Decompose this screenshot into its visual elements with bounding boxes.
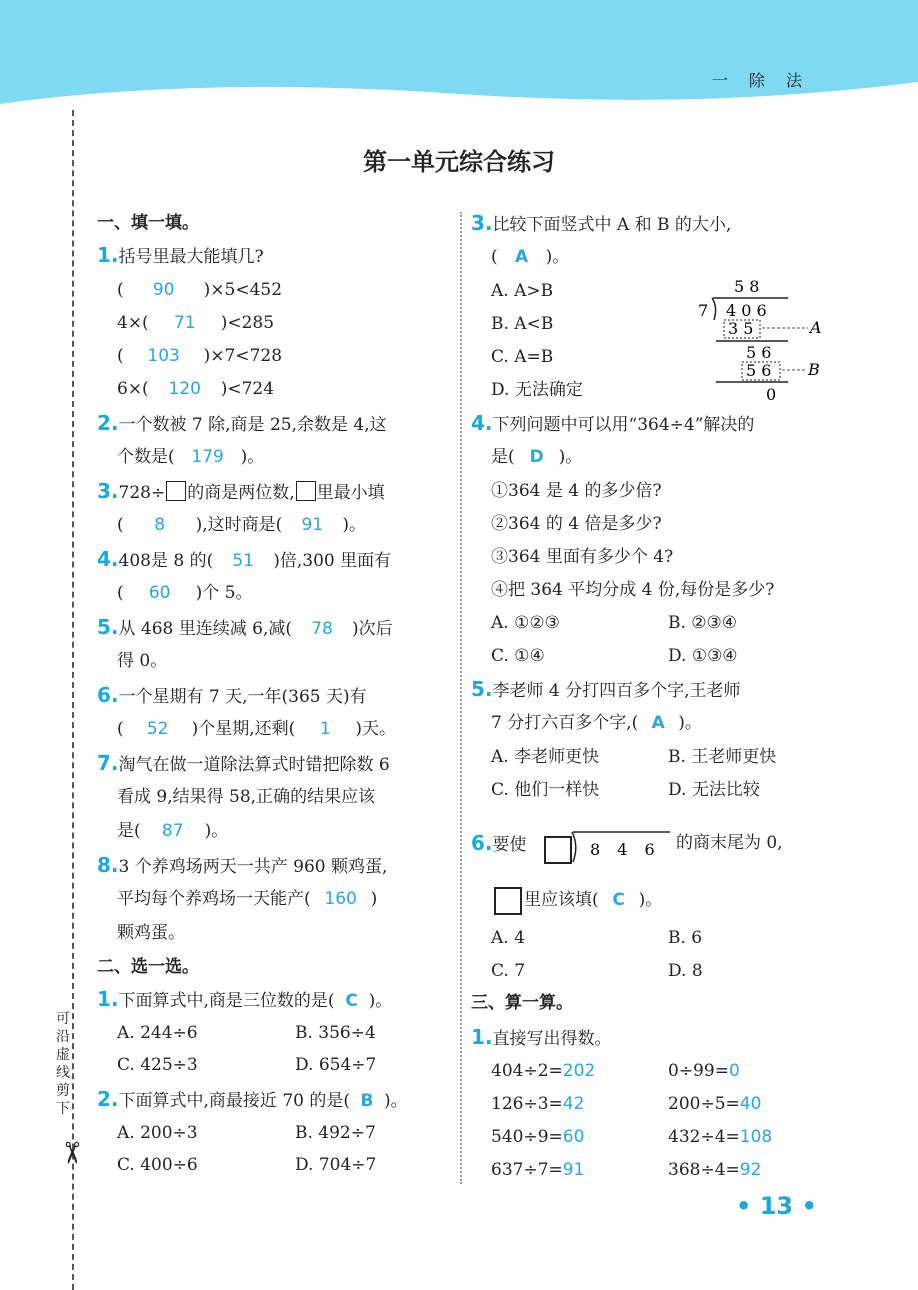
r-q6-option-b: B. 6 (668, 928, 703, 948)
r-q6-option-a: A. 4 (491, 928, 525, 948)
r-q3-line-2: ( A )。 (491, 247, 570, 267)
choice1-option-c: C. 425÷3 (117, 1055, 198, 1075)
r-q6-line-2: 里应该填( C )。 (524, 890, 663, 910)
q4-line-2: ( 60 )个 5。 (117, 583, 253, 603)
calc-item: 200÷5=40 (668, 1094, 762, 1114)
r-q5-line-1: 5.李老师 4 分打四百多个字,王老师 (471, 677, 741, 701)
r-q4-item-3: ③364 里面有多少个 4? (491, 547, 674, 567)
calc-item: 404÷2=202 (491, 1061, 596, 1081)
q2-number: 2. (97, 411, 119, 435)
choice2-option-d: D. 704÷7 (295, 1155, 377, 1175)
q5-number: 5. (97, 615, 119, 639)
r-q4-option-a: A. ①②③ (491, 613, 560, 633)
blank-box (544, 836, 572, 864)
q1-answer-3: 103 (147, 346, 180, 366)
calc-item: 637÷7=91 (491, 1160, 585, 1180)
q5-answer: 78 (311, 619, 333, 639)
choice2-number: 2. (97, 1087, 119, 1111)
calc-answer: 0 (728, 1061, 740, 1081)
section-calc: 三、算一算。 (471, 993, 573, 1013)
calc-item: 126÷3=42 (491, 1094, 585, 1114)
q7-line-3: 是( 87 )。 (117, 821, 229, 841)
r-q4-line-1: 4.下列问题中可以用“364÷4”解决的 (471, 411, 755, 435)
q1-row-1: ( 90 )×5<452 (117, 280, 283, 300)
q3-answer-2: 91 (301, 515, 324, 535)
calc-answer: 202 (562, 1061, 596, 1081)
q4-number: 4. (97, 547, 119, 571)
q8-line-2: 平均每个养鸡场一天能产( 160 ) (117, 889, 378, 909)
q1-answer-1: 90 (152, 280, 175, 300)
blank-box (494, 887, 522, 915)
r-q3-option-b: B. A<B (491, 314, 554, 334)
r-q4-line-2: 是( D )。 (491, 447, 583, 467)
page-title: 第一单元综合练习 (363, 148, 555, 176)
q8-answer: 160 (324, 889, 357, 909)
calc-item: 432÷4=108 (668, 1127, 773, 1147)
r-q5-number: 5. (471, 677, 493, 701)
q7-line-1: 7.淘气在做一道除法算式时错把除数 6 (97, 751, 390, 775)
blank-box (296, 481, 316, 501)
r-q4-item-1: ①364 是 4 的多少倍? (491, 481, 662, 501)
column-divider (460, 212, 462, 1184)
scissors-icon: ✂ (53, 1140, 89, 1166)
q6-number: 6. (97, 683, 119, 707)
r-q5-option-d: D. 无法比较 (668, 780, 760, 800)
blank-box (166, 481, 186, 501)
q1-answer-4: 120 (168, 379, 201, 399)
r-q5-option-a: A. 李老师更快 (491, 747, 600, 767)
q6-line-1: 6.一个星期有 7 天,一年(365 天)有 (97, 683, 367, 707)
choice2-option-b: B. 492÷7 (295, 1123, 376, 1143)
r-q4-item-2: ②364 的 4 倍是多少? (491, 514, 662, 534)
q6-line-2: ( 52 )个星期,还剩( 1 )天。 (117, 719, 396, 739)
r-q6-option-d: D. 8 (668, 961, 703, 981)
division-row-3: 5 6 (746, 361, 772, 380)
r-q3-answer: A (515, 247, 529, 267)
r-q3-number: 3. (471, 211, 493, 235)
q2-line-2: 个数是( 179 )。 (117, 447, 265, 467)
r-q5-line-2: 7 分打六百多个字,( A )。 (491, 713, 702, 733)
r-q4-number: 4. (471, 411, 493, 435)
q8-number: 8. (97, 853, 119, 877)
q4-answer-2: 60 (148, 583, 171, 603)
cut-hint: 可沿虚线剪下 (56, 1011, 70, 1117)
q2-answer: 179 (191, 447, 224, 467)
q6-answer-2: 1 (319, 719, 331, 739)
label-b: B (808, 360, 820, 379)
q7-line-2: 看成 9,结果得 58,正确的结果应该 (117, 787, 376, 807)
q2-line-1: 2.一个数被 7 除,商是 25,余数是 4,这 (97, 411, 387, 435)
r-q5-option-b: B. 王老师更快 (668, 747, 777, 767)
q8-line-1: 8.3 个养鸡场两天一共产 960 颗鸡蛋, (97, 853, 388, 877)
q4-answer-1: 51 (232, 551, 255, 571)
r-q3-option-d: D. 无法确定 (491, 380, 583, 400)
choice2-answer: B (360, 1091, 374, 1111)
r-q3-option-a: A. A>B (491, 281, 554, 301)
q8-line-3: 颗鸡蛋。 (117, 923, 185, 943)
r-q5-option-c: C. 他们一样快 (491, 780, 600, 800)
q1-row-2: 4×( 71 )<285 (117, 313, 275, 333)
q5-line-2: 得 0。 (117, 651, 168, 671)
r-q4-option-c: C. ①④ (491, 646, 545, 666)
q1-text: 括号里最大能填几? (118, 247, 264, 267)
choice1-option-a: A. 244÷6 (117, 1023, 198, 1043)
choice1-number: 1. (97, 987, 119, 1011)
division-quotient: 5 8 (734, 277, 760, 296)
r-q4-option-d: D. ①③④ (668, 646, 738, 666)
r-q6-answer: C (612, 890, 625, 910)
section-choose: 二、选一选。 (97, 957, 199, 977)
choice1-stem: 1.下面算式中,商是三位数的是( C )。 (97, 987, 393, 1011)
calc-item: 368÷4=92 (668, 1160, 762, 1180)
calc-answer: 60 (562, 1127, 585, 1147)
calc1-stem: 1.直接写出得数。 (471, 1025, 612, 1049)
division-dividend: 4 0 6 (726, 301, 767, 320)
long-division-diagram (690, 276, 830, 404)
calc-answer: 42 (562, 1094, 585, 1114)
r-q6-line-1: 6.要使 (471, 831, 527, 855)
r-q6-number: 6. (471, 831, 493, 855)
q4-line-1: 4.408是 8 的( 51 )倍,300 里面有 (97, 547, 392, 571)
division-bracket (712, 298, 716, 320)
q5-line-1: 5.从 468 里连续减 6,减( 78 )次后 (97, 615, 393, 639)
q1-row-4: 6×( 120 )<724 (117, 379, 275, 399)
r-q4-item-4: ④把 364 平均分成 4 份,每份是多少? (491, 580, 775, 600)
q3-number: 3. (97, 479, 119, 503)
q3-line-1: 3.728÷ 的商是两位数, 里最小填 (97, 479, 385, 503)
r-q4-answer: D (529, 447, 544, 467)
r-q3-option-c: C. A=B (491, 347, 554, 367)
chapter-label: 一 除 法 (711, 71, 810, 90)
r-q3-line-1: 3.比较下面竖式中 A 和 B 的大小, (471, 211, 732, 235)
r-q6-option-c: C. 7 (491, 961, 526, 981)
choice2-option-c: C. 400÷6 (117, 1155, 198, 1175)
calc-answer: 40 (739, 1094, 762, 1114)
label-a: A (810, 318, 822, 337)
q3-line-2: ( 8 ),这时商是( 91 )。 (117, 515, 366, 535)
calc1-number: 1. (471, 1025, 493, 1049)
choice1-option-d: D. 654÷7 (295, 1055, 377, 1075)
calc-item: 0÷99=0 (668, 1061, 740, 1081)
calc-answer: 91 (562, 1160, 585, 1180)
r-q4-option-b: B. ②③④ (668, 613, 738, 633)
q1-stem (97, 244, 264, 268)
choice2-stem: 2.下面算式中,商最接近 70 的是( B )。 (97, 1087, 408, 1111)
choice1-answer: C (345, 991, 358, 1011)
header-wave (0, 0, 918, 110)
calc-answer: 108 (739, 1127, 773, 1147)
choice1-option-b: B. 356÷4 (295, 1023, 376, 1043)
q1-number: 1. (97, 243, 119, 267)
division-row-1: 3 5 (728, 319, 754, 338)
q3-answer-1: 8 (154, 515, 166, 535)
calc-item: 540÷9=60 (491, 1127, 585, 1147)
page-number: • 13 • (736, 1192, 817, 1220)
division-divisor: 7 (698, 301, 709, 320)
choice2-option-a: A. 200÷3 (117, 1123, 198, 1143)
q6-answer-1: 52 (146, 719, 169, 739)
division-bracket-small (570, 828, 674, 866)
q6-dividend: 8 4 6 (590, 840, 661, 859)
q7-answer: 87 (161, 821, 184, 841)
division-remainder: 0 (766, 385, 777, 404)
q1-answer-2: 71 (173, 313, 196, 333)
r-q5-answer: A (651, 713, 665, 733)
q7-number: 7. (97, 751, 119, 775)
section-fill: 一、填一填。 (97, 213, 199, 233)
q1-row-3: ( 103 )×7<728 (117, 346, 283, 366)
r-q6-line-1-end: 的商末尾为 0, (676, 833, 783, 853)
calc-answer: 92 (739, 1160, 762, 1180)
division-row-2: 5 6 (746, 343, 772, 362)
